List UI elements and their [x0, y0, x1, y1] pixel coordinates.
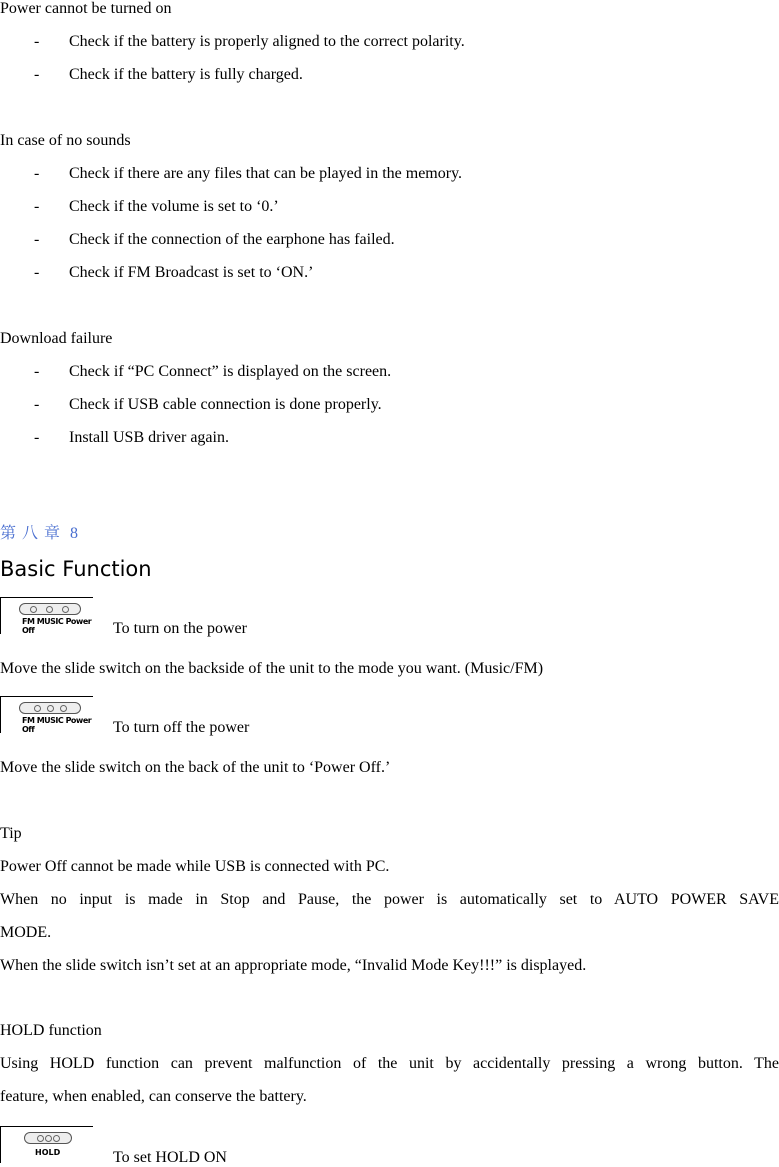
bullet-dash: -: [34, 66, 40, 83]
bullet-dash: -: [34, 264, 40, 281]
switch-dot: [30, 606, 37, 613]
bullet-dash: -: [34, 165, 40, 182]
chapter-label: [0, 525, 78, 543]
switch-dot: [46, 606, 53, 613]
chapter-number: 8: [70, 525, 79, 542]
switch-dot: [37, 1135, 44, 1142]
paragraph: [0, 1055, 779, 1073]
switch-dot: [62, 606, 69, 613]
list-item-text: Check if the battery is fully charged.: [69, 66, 303, 83]
tip-title: Tip: [0, 825, 22, 842]
switch-slider: [19, 603, 81, 615]
slide-switch-image-off: [0, 696, 94, 734]
caption-turn-on: To turn on the power: [113, 620, 247, 637]
switch-dot: [60, 705, 67, 712]
switch-dot: [34, 705, 41, 712]
hold-title: HOLD function: [0, 1022, 102, 1039]
switch-slider: [19, 702, 81, 714]
paragraph-line: When no input is made in Stop and Pause, the power is automatically set to AUTO POWER SAVE: [0, 891, 779, 908]
paragraph: Move the slide switch on the back of the unit to ‘Power Off.’: [0, 759, 391, 776]
switch-label: HOLD: [35, 1148, 61, 1157]
paragraph: Move the slide switch on the backside of the unit to the mode you want. (Music/FM): [0, 660, 544, 677]
switch-slider: [24, 1132, 72, 1144]
bullet-dash: -: [34, 363, 40, 380]
list-item-text: Check if FM Broadcast is set to ‘ON.’: [69, 264, 314, 281]
list-item-text: Check if “PC Connect” is displayed on the screen.: [69, 363, 392, 380]
list-item-text: Check if USB cable connection is done properly.: [69, 396, 382, 413]
paragraph: feature, when enabled, can conserve the battery.: [0, 1088, 307, 1105]
switch-label: FM MUSIC Power Off: [22, 716, 92, 734]
paragraph-line: Using HOLD function can prevent malfunction of the unit by accidentally pressing a wrong button. The: [0, 1055, 779, 1072]
caption-turn-off: To turn off the power: [113, 719, 250, 736]
switch-dot: [47, 705, 54, 712]
list-item-text: Check if there are any files that can be played in the memory.: [69, 165, 463, 182]
paragraph: Power Off cannot be made while USB is connected with PC.: [0, 858, 390, 875]
list-item-text: Check if the connection of the earphone has failed.: [69, 231, 395, 248]
switch-dot: [53, 1135, 60, 1142]
section-title-power: Power cannot be turned on: [0, 0, 172, 17]
bullet-dash: -: [34, 33, 40, 50]
list-item-text: Check if the volume is set to ‘0.’: [69, 198, 279, 215]
switch-label: FM MUSIC Power Off: [22, 617, 92, 635]
paragraph: MODE.: [0, 924, 52, 941]
bullet-dash: -: [34, 396, 40, 413]
section-title-download: Download failure: [0, 330, 113, 347]
hold-switch-image: [0, 1126, 94, 1164]
page-title: Basic Function: [0, 557, 152, 581]
section-title-sound: In case of no sounds: [0, 132, 131, 149]
paragraph: When the slide switch isn’t set at an appropriate mode, “Invalid Mode Key!!!” is displayed.: [0, 957, 587, 974]
caption-hold-on: To set HOLD ON: [113, 1149, 227, 1166]
bullet-dash: -: [34, 429, 40, 446]
bullet-dash: -: [34, 198, 40, 215]
list-item-text: Install USB driver again.: [69, 429, 229, 446]
chapter-cjk: 第八章: [0, 525, 67, 542]
bullet-dash: -: [34, 231, 40, 248]
list-item-text: Check if the battery is properly aligned to the correct polarity.: [69, 33, 465, 50]
slide-switch-image-on: [0, 597, 94, 635]
switch-dot: [45, 1135, 52, 1142]
paragraph: [0, 891, 779, 909]
